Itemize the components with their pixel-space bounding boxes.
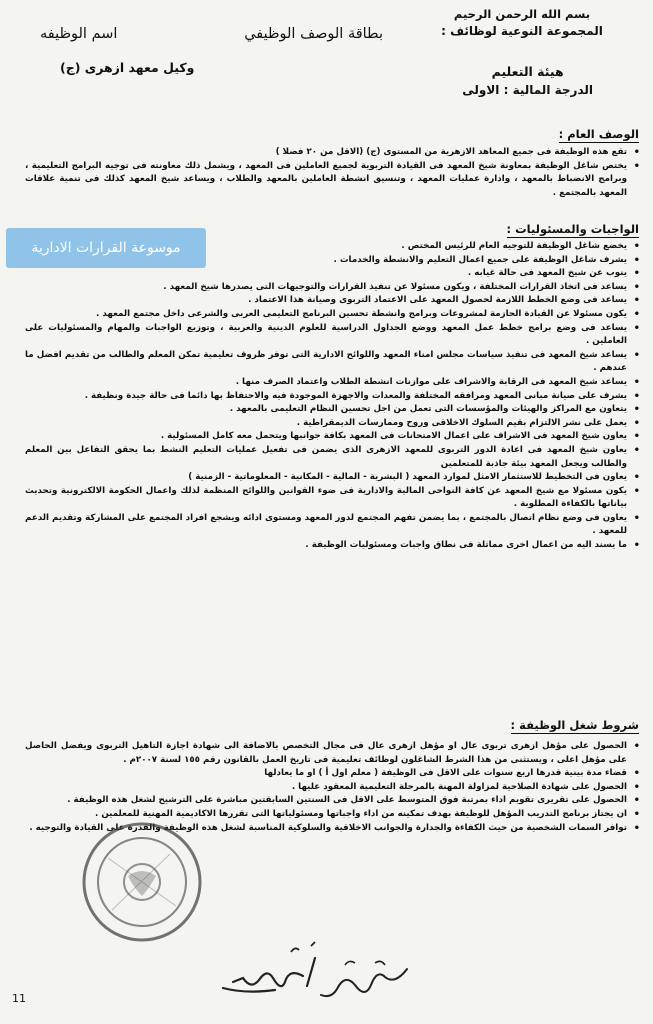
authority-block (462, 62, 593, 100)
list-item: • يكون مسئولا مع شيخ المعهد عن كافة النواحى المالية والادارية فى ضوء القوانين واللوائح المنظمة لذلك واعمال الحكومة الالكترونية وتحديث بياناتها بالكفاءة المطلوبة . (25, 485, 641, 512)
list-item: • يعاون فى وضع نظام اتصال بالمجتمع ، بما يضمن تفهم المجتمع لدور المعهد ومستوى ادائه ويشجع افراد المجتمع على المشاركة وتقديم الدعم للمعهد . (25, 512, 641, 539)
general-description-list (25, 146, 641, 200)
list-item: • الحصول على مؤهل ازهرى تربوى عال او مؤهل ازهرى عال فى مجال التخصص بالاضافة الى شهادة اجازة التاهيل التربوى ويفضل الحاصل على مؤهل اعلى ، ويستثنى من هذا الشرط الشاغلون لوظائف تعليمية فى تاريخ العمل بالقانون رقم ١٥٥ لسنة ٢٠٠٧م . (25, 740, 641, 767)
financial-grade: الدرجة المالية : الاولى (462, 83, 593, 97)
signature-left-icon (215, 938, 325, 998)
list-item: • يعاون فى التخطيط للاستثمار الامثل لموارد المعهد ( البشرية - المالية - المكانية - المعلوماتية - الزمنية ) (25, 471, 641, 485)
duties-list (25, 240, 641, 553)
list-item: • ان يجتاز برنامج التدريب المؤهل للوظيفة بهدف تمكينه من اداء واجباتها ومسئولياتها التى تقررها الاكاديمية المهنية للمعلمين . (25, 808, 641, 822)
list-item: • توافر السمات الشخصية من حيث الكفاءة والجدارة والجوانب الاخلاقية والسلوكية المناسبة لشغل هذه الوظيفة والقدرة على القيادة والتوجيه . (25, 822, 641, 836)
list-item: • يساعد فى وضع برامج خطط عمل المعهد ووضع الجداول الدراسية للعلوم الدينية والعربية ، وتوزيع الواجبات والمهام والمسئوليات على العاملين . (25, 322, 641, 349)
list-item: • يكون مسئولا عن القيادة الحازمة لمشروعات وبرامج وانشطة تحسين البرنامج التعليمى العربى والشرعى داخل مجتمع المعهد . (25, 308, 641, 322)
official-stamp-icon (78, 818, 206, 946)
list-item: • تقع هذه الوظيفة فى جميع المعاهد الازهرية من المستوى (ج) (الاقل من ٢٠ فصلا ) (25, 146, 641, 160)
job-title: وكيل معهد ازهرى (ج) (60, 60, 195, 75)
header-block (407, 6, 637, 40)
list-item: • ما يسند اليه من اعمال اخرى مماثلة فى نطاق واجبات ومسئوليات الوظيفة . (25, 539, 641, 553)
job-group-line: المجموعة النوعية لوظائف : (441, 24, 603, 38)
list-item: • يعاون شيخ المعهد فى الاشراف على اعمال الامتحانات فى المعهد بكافة جوانبها ويتحمل معه كامل المسئولية . (25, 430, 641, 444)
card-title: بطاقة الوصف الوظيفي (244, 26, 383, 42)
watermark-banner: موسوعة القرارات الادارية (6, 228, 206, 268)
requirements-title: شروط شغل الوظيفة : (510, 718, 639, 732)
duties-title: الواجبات والمسئوليات : (506, 222, 639, 236)
job-name-label: اسم الوظيفه (40, 26, 118, 42)
list-item: • الحصول على شهادة الصلاحية لمزاولة المهنة بالمرحلة التعليمية المعقود عليها . (25, 781, 641, 795)
general-description-title: الوصف العام : (558, 127, 639, 141)
list-item: • يعمل على نشر الالتزام بقيم السلوك الاخلاقى وروح وممارسات الديمقراطية . (25, 417, 641, 431)
list-item: • يشرف شاغل الوظيفة على جميع اعمال التعليم والانشطة والخدمات . (25, 254, 641, 268)
list-item: • الحصول على تقريرى تقويم اداء بمرتبة فوق المتوسط على الاقل فى السنتين السابقتين مباشرة على الترشيح لشغل هذه الوظيفة . (25, 794, 641, 808)
list-item: • قضاء مدة بينية قدرها اربع سنوات على الاقل فى الوظيفة ( معلم اول أ ) او ما يعادلها (25, 767, 641, 781)
list-item: • يساعد فى وضع الخطط اللازمة لحصول المعهد على الاعتماد التربوى وصيانة هذا الاعتماد . (25, 294, 641, 308)
signature-right-icon (315, 955, 415, 1010)
list-item: • ينوب عن شيخ المعهد فى حالة غيابه . (25, 267, 641, 281)
authority-name: هيئة التعليم (491, 64, 564, 79)
basmala: بسم الله الرحمن الرحيم (453, 7, 591, 21)
list-item: • يساعد شيخ المعهد فى الرقابة والاشراف على موازنات انشطة الطلاب واعتماد الصرف منها . (25, 376, 641, 390)
list-item: • يساعد فى اتخاذ القرارات المختلفة ، ويكون مسئولا عن تنفيذ القرارات والتوجيهات التى يصدرها شيخ المعهد . (25, 281, 641, 295)
list-item: • يساعد شيخ المعهد فى تنفيذ سياسات مجلس امناء المعهد واللوائح الادارية التى توفر ظروف تعليمية تمكن المعلم والطالب من تقديم افضل ما عندهم . (25, 349, 641, 376)
page-number: 11 (12, 992, 26, 1005)
list-item: • يختص شاغل الوظيفة بمعاونة شيخ المعهد فى القيادة التربوية لجميع العاملين فى المعهد ، ويشمل ذلك معاونته فى توجيه البرامج التعليمية ، وبرامج الانضباط بالمعهد ، وادارة عمليات المعهد ، وتنسيق انشطة العاملين بالمعهد والطلاب ، ويساعد شيخ المعهد كذلك فى تنمية علاقات المعهد بالمجتمع . (25, 160, 641, 201)
list-item: • يشرف على صيانة مبانى المعهد ومرافقه المختلفة والمعدات والاجهزة الموجودة فيه والاحتفاظ بها دائما فى حالة جيدة ونظيفة . (25, 390, 641, 404)
list-item: • يخضع شاغل الوظيفة للتوجيه العام للرئيس المختص . (25, 240, 641, 254)
list-item: • يتعاون مع المراكز والهيئات والمؤسسات التى تعمل من اجل تحسين النظام التعليمى بالمعهد . (25, 403, 641, 417)
list-item: • يعاون شيخ المعهد فى اعادة الدور التربوى للمعهد الازهرى الذى يضمن فى تفعيل عمليات التعليم النشط بما يحقق التفاعل بين المعلم والطالب ويجعل المعهد بيئة جاذبة للمتعلمين (25, 444, 641, 471)
